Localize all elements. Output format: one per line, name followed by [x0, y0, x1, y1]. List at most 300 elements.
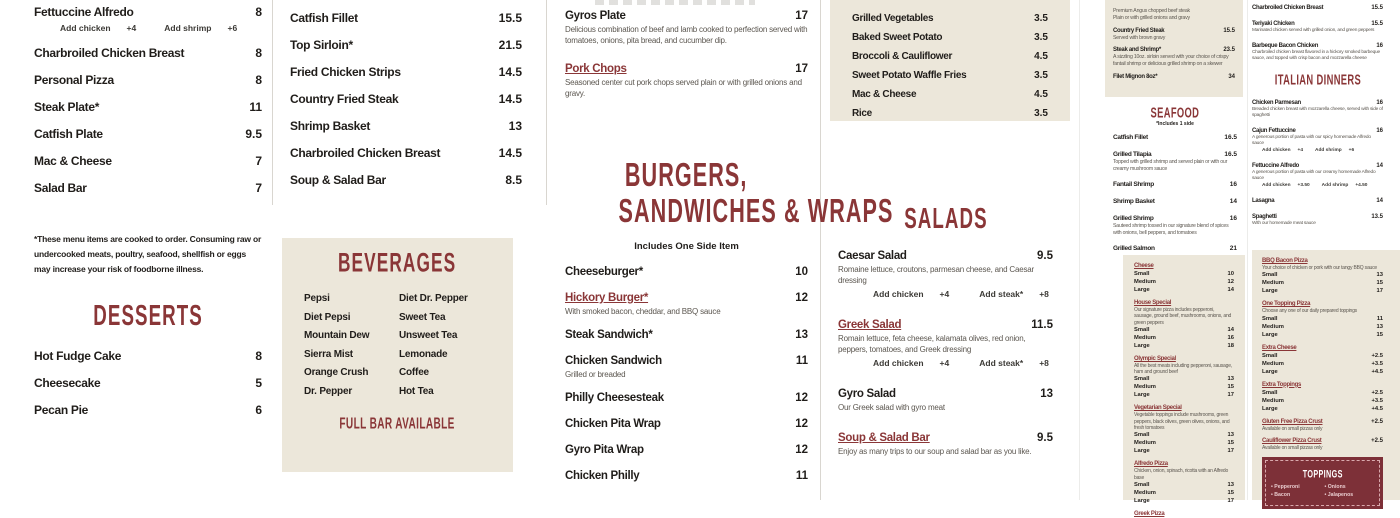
- menu-item: [565, 291, 808, 317]
- menu-item-name[interactable]: Cauliflower Pizza Crust: [1262, 437, 1322, 444]
- size-row: [1134, 383, 1234, 391]
- menu-item-name: Mac & Cheese: [34, 154, 112, 168]
- size-label: Small: [1134, 271, 1150, 277]
- addon-label: Add shrimp: [1315, 148, 1342, 153]
- menu-item-price: 8: [255, 349, 262, 363]
- menu-item-name: Philly Cheesesteak: [565, 392, 664, 404]
- menu-item: [290, 145, 522, 161]
- toppings-box-inner: [1265, 460, 1380, 506]
- menu-item-name: Grilled Tilapia: [1113, 151, 1152, 158]
- menu-item-name: Baked Sweet Potato: [852, 32, 943, 43]
- menu-item-desc: Enjoy as many trips to our soup and salad bar as you like.: [838, 447, 1032, 456]
- menu-item-name[interactable]: Hickory Burger*: [565, 292, 649, 304]
- list-item: Mountain Dew: [304, 330, 370, 341]
- menu-item-price: 8: [255, 5, 262, 19]
- menu-item: [290, 172, 522, 188]
- column-divider: [546, 0, 547, 205]
- size-row: [1262, 279, 1383, 287]
- menu-item: [838, 386, 1053, 413]
- menu-item-price: 3.5: [1034, 108, 1048, 119]
- menu-item: [1134, 404, 1234, 455]
- burgers-heading: BURGERS, SANDWICHES & WRAPS: [618, 157, 894, 230]
- dinner-plates-column: [34, 0, 262, 500]
- list-item: Orange Crush: [304, 367, 369, 378]
- size-price: 15: [1376, 280, 1383, 287]
- menu-item-price: 14.5: [498, 65, 522, 79]
- list-item: Coffee: [399, 367, 429, 378]
- menu-item-price: 13.5: [1371, 214, 1383, 220]
- menu-item-name: Pecan Pie: [34, 403, 89, 417]
- menu-item-name[interactable]: Extra Toppings: [1262, 381, 1302, 388]
- size-row: [1134, 447, 1234, 455]
- full-bar-note: FULL BAR AVAILABLE: [339, 414, 456, 432]
- italian-list: [1252, 99, 1383, 227]
- addon-price: +4: [939, 289, 950, 299]
- menu-item: [34, 99, 262, 115]
- menu-item-price: 3.5: [1034, 13, 1048, 24]
- size-price: +3.5: [1371, 360, 1383, 367]
- menu-item-price: 3.5: [1034, 70, 1048, 81]
- clipped-text-fragment: [595, 0, 755, 5]
- menu-item-name: Gyros Plate: [565, 10, 626, 22]
- size-label: Large: [1134, 448, 1150, 455]
- sides-salads-column: [838, 0, 1053, 500]
- size-label: Medium: [1134, 279, 1156, 285]
- menu-item: [852, 13, 1048, 25]
- menu-item-desc: Romaine lettuce, croutons, parmesan cheese, and Caesar dressing: [838, 265, 1034, 285]
- menu-item: [1262, 381, 1383, 413]
- menu-item-price: 15.5: [1371, 21, 1383, 27]
- pizza-list-b: [1262, 257, 1383, 451]
- addon-label: Add shrimp: [1321, 183, 1349, 188]
- toppings-box: [1262, 457, 1383, 509]
- addons-row: [838, 357, 1053, 369]
- menu-item-name: Fantail Shrimp: [1113, 181, 1154, 188]
- size-label: Large: [1134, 497, 1150, 504]
- size-row: [1262, 352, 1383, 360]
- menu-item: [34, 402, 262, 418]
- menu-item-desc: All the best meats including pepperoni, sausage, ham and ground beef: [1134, 362, 1232, 376]
- menu-item-name: Soup & Salad Bar: [290, 173, 386, 187]
- menu-item: [290, 118, 522, 134]
- size-price: 10: [1227, 271, 1234, 277]
- menu-item-name: Country Fried Steak: [290, 92, 399, 106]
- page-edge: [1079, 0, 1080, 500]
- menu-item: [852, 32, 1048, 44]
- menu-item-name: Steak and Shrimp*: [1113, 47, 1161, 54]
- menu-item-desc: Breaded chicken breast with mozzarella cheese, served with side of spaghetti: [1252, 107, 1383, 118]
- menu-item-price: 7: [255, 154, 262, 168]
- menu-item-name: Grilled Salmon: [1113, 245, 1155, 252]
- size-row: [1262, 368, 1383, 376]
- pizza-list-a: [1134, 262, 1234, 518]
- addon-price: +8: [1039, 289, 1049, 299]
- menu-item-name: Charbroiled Chicken Breast: [290, 146, 441, 160]
- size-price: +3.5: [1371, 397, 1383, 404]
- menu-item-price: 16: [1229, 181, 1237, 188]
- menu-item: [34, 153, 262, 169]
- menu-item-desc: A generous portion of pasta with our creamy homemade Alfredo sauce: [1252, 170, 1376, 181]
- menu-item: [852, 70, 1048, 82]
- burgers-note: Includes One Side Item: [634, 241, 739, 252]
- menu-item-name: Hot Fudge Cake: [34, 349, 122, 363]
- menu-item-price: 14: [1376, 198, 1383, 204]
- menu-item-name: Cajun Fettuccine: [1252, 128, 1296, 134]
- size-row: [1134, 497, 1234, 505]
- menu-item-name: Shrimp Basket: [1113, 198, 1155, 205]
- size-row: [1134, 278, 1234, 286]
- menu-item-name[interactable]: Soup & Salad Bar: [838, 432, 930, 444]
- menu-item-price: 10: [795, 266, 808, 278]
- menu-item-name[interactable]: Cheese: [1134, 263, 1154, 269]
- menu-item-price: 3.5: [1034, 32, 1048, 43]
- menu-item-desc: Delicious combination of beef and lamb cooked to perfection served with tomatoes, onions, pita bread, and cucumber dip.: [565, 25, 808, 45]
- menu-item: [1134, 510, 1234, 518]
- toppings-heading: TOPPINGS: [1302, 468, 1343, 481]
- menu-item-name[interactable]: BBQ Bacon Pizza: [1262, 258, 1308, 264]
- menu-item: [1252, 162, 1383, 189]
- menu-item-price: 14: [1376, 163, 1383, 169]
- menu-item-price: 7: [255, 181, 262, 195]
- menu-item: [565, 354, 808, 380]
- size-price: +2.5: [1371, 352, 1383, 359]
- addon-label: Add chicken: [1262, 183, 1291, 188]
- size-row: [1134, 489, 1234, 497]
- sides-panel: [830, 0, 1070, 121]
- beverages-panel: [282, 238, 513, 472]
- size-row: [1262, 271, 1383, 279]
- size-row: [1134, 286, 1234, 294]
- size-label: Medium: [1262, 397, 1284, 404]
- menu-item: [1113, 46, 1235, 68]
- menu-item: [1113, 197, 1237, 206]
- size-row: [1262, 397, 1383, 405]
- menu-item: [34, 375, 262, 391]
- addons-row: [1252, 147, 1383, 154]
- menu-item-price: 8.5: [505, 173, 522, 187]
- list-item: Unsweet Tea: [399, 330, 458, 341]
- menu-item-name: Gyro Salad: [838, 388, 896, 400]
- menu-item-price: 5: [255, 376, 262, 390]
- menu-item: [1262, 437, 1383, 451]
- menu-item: [1113, 27, 1235, 42]
- size-price: 11: [1376, 315, 1383, 322]
- menu-item-name: Sweet Potato Waffle Fries: [852, 70, 967, 81]
- size-row: [1262, 287, 1383, 295]
- size-price: 14: [1227, 326, 1234, 333]
- menu-item-name: Rice: [852, 108, 872, 119]
- size-price: +4.5: [1371, 405, 1383, 412]
- list-item: Lemonade: [399, 348, 448, 360]
- addon-label: Add chicken: [873, 358, 924, 368]
- menu-item: [565, 469, 808, 484]
- menu-item-name: Spaghetti: [1252, 214, 1277, 220]
- toppings-columns: [1271, 484, 1374, 499]
- column-divider: [272, 0, 273, 205]
- menu-item-price: 6: [255, 403, 262, 417]
- size-price: 15: [1227, 440, 1234, 447]
- menu-item-name: Fettuccine Alfredo: [1252, 163, 1300, 169]
- size-row: [1134, 481, 1234, 489]
- menu-item-desc: Marinated chicken served with grilled onion, and green peppers: [1252, 28, 1375, 33]
- menu-item-desc: Grilled or breaded: [565, 370, 626, 379]
- menu-item: [1134, 262, 1234, 294]
- menu-item-name[interactable]: Olympic Special: [1134, 355, 1176, 362]
- menu-item-name: Chicken Parmesan: [1252, 100, 1301, 106]
- steaks-panel: [1105, 0, 1243, 97]
- menu-item-price: 16: [1229, 215, 1237, 222]
- menu-item: [1252, 127, 1383, 154]
- size-label: Large: [1262, 288, 1278, 295]
- size-label: Medium: [1262, 323, 1284, 330]
- salads-list: [838, 248, 1053, 474]
- menu-item-price: 16.5: [1224, 151, 1237, 158]
- menu-item-name: Steak Plate*: [34, 100, 100, 114]
- pizza-panel-a: [1123, 255, 1245, 517]
- italian-dinners-heading: ITALIAN DINNERS: [1274, 71, 1361, 88]
- menu-item-price: 16: [1376, 100, 1383, 106]
- size-label: Medium: [1134, 334, 1156, 341]
- menu-item: [1252, 42, 1383, 62]
- menu-item-name: Chicken Philly: [565, 470, 640, 482]
- menu-item: [1113, 133, 1237, 142]
- menu-item-name: Catfish Plate: [34, 127, 103, 141]
- size-label: Small: [1262, 272, 1278, 279]
- size-row: [1262, 405, 1383, 413]
- size-label: Large: [1134, 287, 1150, 293]
- menu-item-price: 15.5: [498, 11, 522, 25]
- menu-item-price: 9.5: [1037, 432, 1053, 444]
- size-price: 13: [1227, 481, 1234, 488]
- menu-item: [838, 248, 1053, 300]
- menu-item: [838, 317, 1053, 369]
- column-divider: [820, 0, 821, 500]
- menu-item-name: Mac & Cheese: [852, 89, 917, 100]
- menu-item-desc: Sauteed shrimp tossed in our signature blend of spices with onions, bell peppers, and tomatoes: [1113, 223, 1229, 236]
- menu-item-price: 4.5: [1034, 89, 1048, 100]
- beverages-col-b: [399, 290, 494, 401]
- addon-price: +6: [1348, 148, 1355, 153]
- size-label: Medium: [1262, 360, 1284, 367]
- menu-item-name: Broccoli & Cauliflower: [852, 51, 953, 62]
- menu-item-price: 12: [795, 444, 808, 456]
- menu-item-name: Charbroiled Chicken Breast: [34, 46, 185, 60]
- beverages-col-a: [304, 290, 399, 401]
- menu-item-price: 12: [795, 292, 808, 304]
- menu-item-price: 34: [1228, 73, 1235, 80]
- menu-item: [34, 72, 262, 88]
- menu-item-price: 14: [1229, 198, 1237, 205]
- menu-item: [1252, 4, 1383, 12]
- menu-item-name: Cheesecake: [34, 376, 101, 390]
- size-row: [1134, 375, 1234, 383]
- menu-item-name[interactable]: Extra Cheese: [1262, 344, 1297, 351]
- pizza-panel-b: [1252, 250, 1400, 500]
- menu-item-desc: Chicken, onion, spinach, ricotta with an Alfredo base: [1134, 468, 1229, 481]
- beverages-columns: [282, 278, 513, 401]
- menu-item-name: Barbeque Bacon Chicken: [1252, 43, 1319, 49]
- size-label: Large: [1262, 331, 1278, 338]
- menu-item: [1262, 257, 1383, 295]
- menu-item-desc: With smoked bacon, cheddar, and BBQ sauce: [565, 307, 721, 316]
- menu-item-price: 13: [508, 119, 522, 133]
- menu-item-name: Filet Mignon 8oz*: [1113, 73, 1158, 80]
- list-item: Diet Pepsi: [304, 311, 351, 323]
- menu-item: [565, 417, 808, 432]
- menu-item-name: Shrimp Basket: [290, 119, 371, 133]
- addons-row: [34, 22, 262, 34]
- size-price: 17: [1227, 448, 1234, 455]
- menu-item: [565, 9, 808, 46]
- list-item: Hot Tea: [399, 385, 434, 397]
- menu-item-name[interactable]: House Special: [1134, 300, 1172, 306]
- size-row: [1262, 389, 1383, 397]
- menu-item-desc: Our Greek salad with gyro meat: [838, 403, 945, 412]
- menu-item: [1113, 150, 1237, 172]
- menu-item-price: 8: [255, 46, 262, 60]
- menu-item-price: 15.5: [1223, 27, 1235, 34]
- seafood-section: [1113, 104, 1237, 261]
- menu-item-price: +2.5: [1371, 418, 1383, 425]
- menu-item-desc: Served with brown gravy: [1113, 34, 1166, 41]
- addon-label: Add chicken: [60, 23, 111, 33]
- entrees-list: [290, 0, 522, 188]
- menu-item-price: 17: [795, 63, 808, 75]
- menu-item: [1262, 344, 1383, 376]
- menu-item: [852, 108, 1048, 120]
- menu-item: [1252, 197, 1383, 205]
- size-row: [1262, 331, 1383, 339]
- size-label: Small: [1134, 432, 1150, 439]
- size-row: [1134, 431, 1234, 439]
- menu-item-price: 17: [795, 10, 808, 22]
- size-row: [1134, 342, 1234, 350]
- desserts-heading: DESSERTS: [93, 298, 203, 332]
- list-item: • Pepperoni: [1271, 484, 1321, 492]
- menu-item-name: Cheeseburger*: [565, 266, 643, 278]
- menu-item: [290, 64, 522, 80]
- menu-item: [1134, 299, 1234, 350]
- size-price: 13: [1376, 323, 1383, 330]
- menu-item-price: 12: [795, 418, 808, 430]
- size-row: [1262, 315, 1383, 323]
- menu-item: [1134, 460, 1234, 505]
- menu-item: [1252, 99, 1383, 119]
- menu-item-name: Catfish Fillet: [1113, 134, 1148, 141]
- menu-item-name: Country Fried Steak: [1113, 27, 1165, 34]
- size-price: 15: [1227, 489, 1234, 496]
- addon-price: +4.50: [1355, 183, 1368, 188]
- plates-list: [565, 0, 808, 99]
- size-price: 15: [1376, 331, 1383, 338]
- menu-item: [1113, 8, 1235, 22]
- menu-item-name: Chicken Sandwich: [565, 355, 662, 367]
- menu-item-price: 9.5: [245, 127, 262, 141]
- size-price: 12: [1227, 279, 1234, 285]
- menu-item-name: Catfish Fillet: [290, 11, 358, 25]
- menu-item-price: 16.5: [1224, 134, 1237, 141]
- size-price: 15: [1227, 384, 1234, 391]
- menu-item-price: 21.5: [498, 38, 522, 52]
- list-item: Dr. Pepper: [304, 385, 353, 397]
- size-label: Medium: [1134, 489, 1156, 496]
- menu-item-price: 15.5: [1371, 5, 1383, 11]
- addon-price: +6: [227, 23, 238, 33]
- menu-item: [565, 443, 808, 458]
- burgers-list: [565, 265, 808, 495]
- menu-item-desc: Our signature pizza includes pepperoni, sausage, ground beef, mushrooms, onions, and green peppers: [1134, 307, 1232, 326]
- menu-item: [290, 10, 522, 26]
- menu-item-price: 16: [1376, 128, 1383, 134]
- menu-item-name: Fried Chicken Strips: [290, 65, 401, 79]
- addon-label: Add steak*: [979, 358, 1024, 368]
- menu-item-name[interactable]: Gluten Free Pizza Crust: [1262, 418, 1323, 425]
- menu-item-desc: Topped with grilled shrimp and served plain or with our creamy mushroom sauce: [1113, 159, 1228, 172]
- size-price: 13: [1227, 376, 1234, 383]
- steaks-list: [1113, 8, 1235, 81]
- size-price: +4.5: [1371, 368, 1383, 375]
- addon-price: +4: [126, 23, 137, 33]
- menu-item-name[interactable]: One Topping Pizza: [1262, 301, 1311, 308]
- size-label: Small: [1262, 315, 1278, 322]
- list-item: Pepsi: [304, 293, 330, 304]
- menu-item-price: 12: [795, 392, 808, 404]
- menu-item-name[interactable]: Pork Chops: [565, 63, 627, 75]
- menu-item-price: 14.5: [498, 92, 522, 106]
- size-price: 17: [1227, 497, 1234, 504]
- size-row: [1134, 391, 1234, 399]
- menu-item-name[interactable]: Greek Pizza: [1134, 510, 1165, 517]
- menu-item-name[interactable]: Greek Salad: [838, 319, 902, 331]
- menu-item-price: 11: [795, 355, 808, 367]
- menu-item-desc: Plain or with grilled onions and gravy: [1113, 14, 1190, 21]
- menu-item-desc: Your choice of chicken or pork with our tangy BBQ sauce: [1262, 265, 1377, 271]
- menu-item: [1134, 355, 1234, 400]
- chicken-italian-section: [1252, 4, 1383, 235]
- menu-item-price: 4.5: [1034, 51, 1048, 62]
- size-price: 17: [1376, 288, 1383, 295]
- size-label: Large: [1134, 392, 1150, 399]
- size-label: Large: [1262, 405, 1278, 412]
- menu-item-desc: Premium Angus chopped beef steak: [1113, 8, 1190, 14]
- menu-item-desc: Available on small pizzas only: [1262, 425, 1323, 432]
- menu-item-name: Grilled Vegetables: [852, 13, 934, 24]
- menu-item-price: 8: [255, 73, 262, 87]
- menu-item-name[interactable]: Alfredo Pizza: [1134, 461, 1168, 468]
- size-row: [1134, 326, 1234, 334]
- size-row: [1134, 270, 1234, 278]
- menu-item-price: 11: [795, 470, 808, 482]
- menu-item-name: Gyro Pita Wrap: [565, 444, 644, 456]
- menu-item: [1113, 73, 1235, 81]
- addon-label: Add steak*: [979, 289, 1024, 299]
- seafood-heading: SEAFOOD: [1150, 104, 1200, 121]
- menu-item: [290, 91, 522, 107]
- menu-item-name[interactable]: Vegetarian Special: [1134, 405, 1182, 412]
- menu-item: [565, 62, 808, 99]
- menu-item-name: Charbroiled Chicken Breast: [1252, 5, 1324, 11]
- menu-item-price: 21: [1229, 245, 1237, 252]
- desserts-list: [34, 348, 262, 429]
- addon-label: Add chicken: [1262, 148, 1291, 153]
- menu-item-desc: A generous portion of pasta with our spicy homemade Alfredo sauce: [1252, 135, 1371, 146]
- addons-row: [838, 288, 1053, 300]
- size-row: [1262, 323, 1383, 331]
- size-label: Large: [1134, 342, 1150, 349]
- menu-item: [34, 45, 262, 61]
- sides-list: [852, 13, 1048, 120]
- addon-price: +4: [939, 358, 950, 368]
